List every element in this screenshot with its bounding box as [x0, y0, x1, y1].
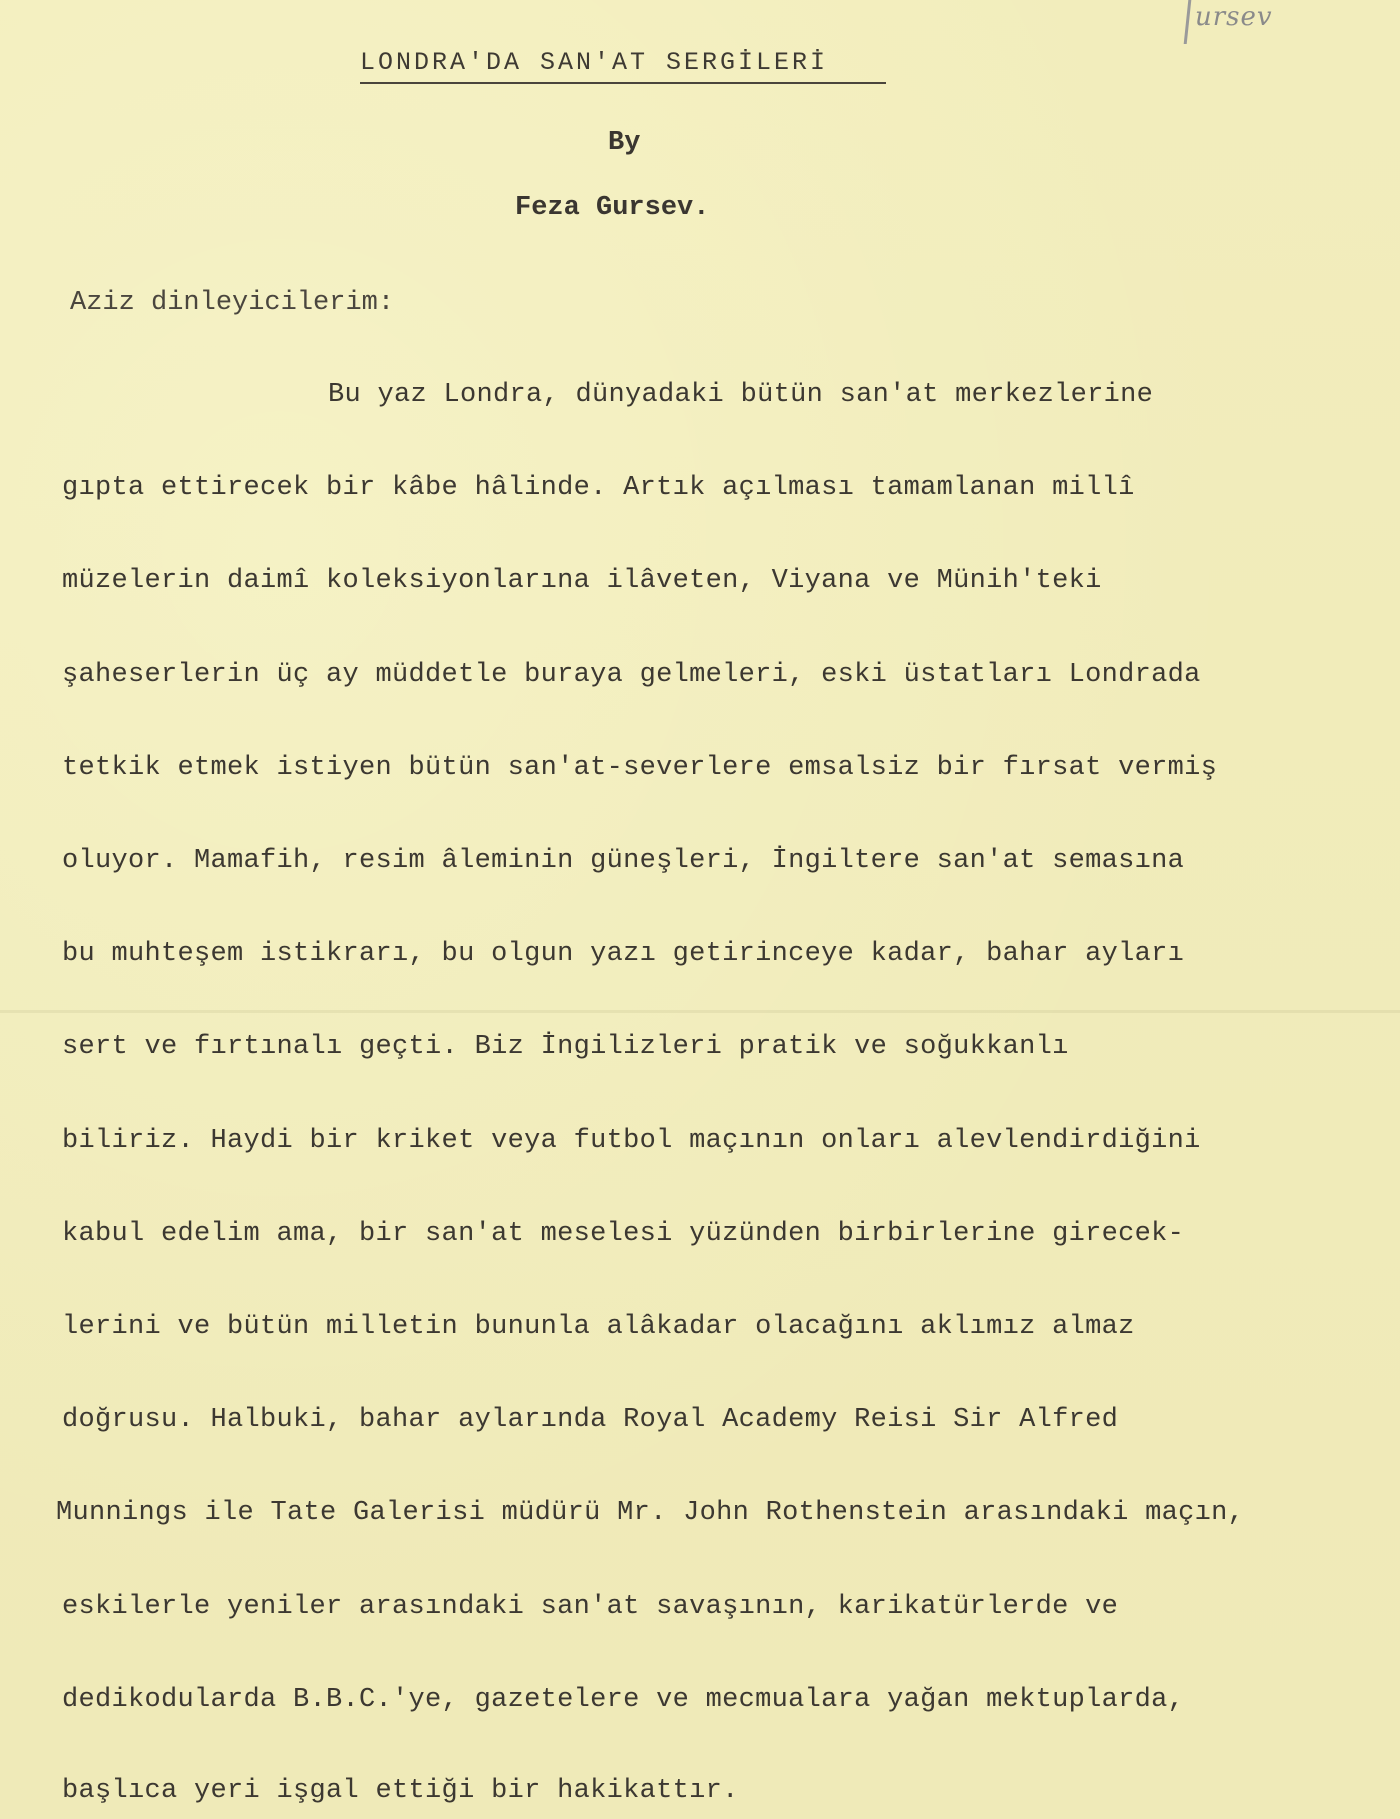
text-line: sert ve fırtınalı geçti. Biz İngilizleri pratik ve soğukkanlı: [62, 1032, 1069, 1062]
salutation: Aziz dinleyicilerim:: [70, 288, 395, 318]
author-name: Feza Gursev.: [515, 193, 710, 223]
margin-mark: [1184, 0, 1192, 44]
document-title: LONDRA'DA SAN'AT SERGİLERİ: [360, 48, 829, 77]
text-line: gıpta ettirecek bir kâbe hâlinde. Artık açılması tamamlanan millî: [62, 473, 1135, 503]
text-line: şaheserlerin üç ay müddetle buraya gelmeleri, eski üstatları Londrada: [62, 660, 1201, 690]
text-line: oluyor. Mamafih, resim âleminin güneşleri, İngiltere san'at semasına: [62, 846, 1185, 876]
text-line: lerini ve bütün milletin bununla alâkadar olacağını aklımız almaz: [62, 1312, 1135, 1342]
text-line: kabul edelim ama, bir san'at meselesi yüzünden birbirlerine girecek-: [62, 1219, 1185, 1249]
text-line: tetkik etmek istiyen bütün san'at-severlere emsalsiz bir fırsat vermiş: [62, 753, 1218, 783]
text-line: müzelerin daimî koleksiyonlarına ilâveten, Viyana ve Münih'teki: [62, 566, 1102, 596]
title-underline: [360, 82, 886, 84]
margin-handwriting: ursev: [1195, 2, 1273, 32]
paper-fold: [0, 1010, 1400, 1013]
text-line: bu muhteşem istikrarı, bu olgun yazı getirinceye kadar, bahar ayları: [62, 939, 1185, 969]
text-line: başlıca yeri işgal ettiği bir hakikattır.: [62, 1776, 739, 1806]
text-line: dedikodularda B.B.C.'ye, gazetelere ve mecmualara yağan mektuplarda,: [62, 1685, 1185, 1715]
text-line: Bu yaz Londra, dünyadaki bütün san'at merkezlerine: [328, 380, 1154, 410]
text-line: biliriz. Haydi bir kriket veya futbol maçının onları alevlendirdiğini: [62, 1126, 1201, 1156]
text-line: eskilerle yeniler arasındaki san'at savaşının, karikatürlerde ve: [62, 1592, 1119, 1622]
text-line: doğrusu. Halbuki, bahar aylarında Royal Academy Reisi Sir Alfred: [62, 1405, 1119, 1435]
byline: By: [608, 128, 641, 158]
text-line: Munnings ile Tate Galerisi müdürü Mr. John Rothenstein arasındaki maçın,: [56, 1498, 1245, 1528]
